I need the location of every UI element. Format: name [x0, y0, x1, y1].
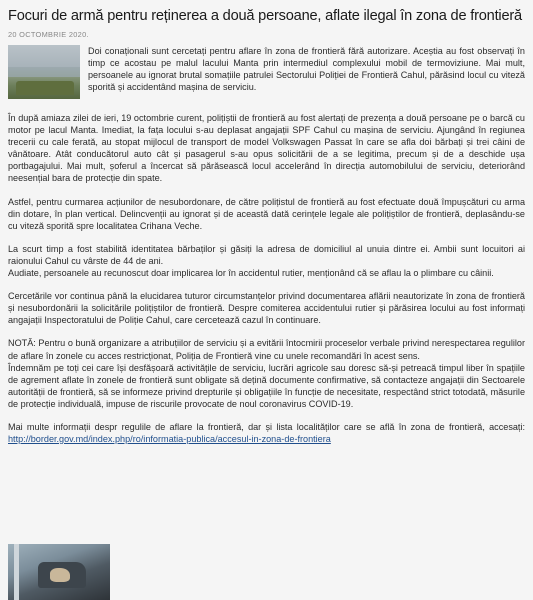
reed-bank	[16, 81, 74, 95]
paragraph: În după amiaza zilei de ieri, 19 octombrie curent, polițiștii de frontieră au fost alertați de prezența a două persoane pe o barcă cu motor pe lacul Manta. Imediat, la fața locului s-au deplasat angajații SPF Cahul cu mașina de serviciu. Ajungând în regiunea trecerii cu cale ferată, au stopat mijlocul de transport de model Volkswagen Passat în care se afla doi bărbați și trei câini de vânătoare. Atât conducătorul auto cât și pasagerul s-au opus solicitării de a se legitima, precum și de a deschide ușa portbagajului. Mai mult, șoferul a încercat să părăsească locul accelerând în direcția automobilului de serviciu, deteriorând neesențial bara de protecție din spate.	[8, 113, 525, 184]
footer-paragraph	[8, 421, 525, 445]
paragraph: Audiate, persoanele au recunoscut doar implicarea lor în accidentul rutier, menționând că se aflau la o plimbare cu câinii.	[8, 268, 494, 279]
border-info-link[interactable]: http://border.gov.md/index.php/ro/informatia-publica/accesul-in-zona-de-frontiera	[8, 434, 331, 445]
lead-thumbnail-image[interactable]	[8, 45, 80, 99]
photo-dog	[50, 568, 70, 582]
article-date: 20 OCTOMBRIE 2020.	[8, 30, 89, 39]
paragraph: Cercetările vor continua până la elucidarea tuturor circumstanțelor privind documentarea aflării neautorizate în zona de frontieră și nesubordonării la solicitările polițiștilor de frontieră. Despre comiterea accidentului rutier și părăsirea locului au fost informați angajații Inspectoratului de Poliție Cahul, care cercetează cazul în continuare.	[8, 291, 525, 326]
paragraph: La scurt timp a fost stabilită identitatea bărbaților și găsiți la adresa de domiciliul al unuia dintre ei. Ambii sunt locuitori ai raionului Cahul cu vârste de 44 de ani.	[8, 243, 525, 266]
article-body	[8, 45, 525, 445]
article-lead	[8, 45, 525, 101]
note-paragraph: NOTĂ: Pentru o bună organizare a atribuțiilor de serviciu și a evitării întocmirii proceselor verbale privind nerespectarea regulilor de aflare în zonele cu acces restricționat, Poliția de Frontieră vine cu unele recomandări în acest sens.	[8, 338, 525, 361]
paragraph: Astfel, pentru curmarea acțiunilor de nesubordonare, de către polițistul de frontieră au fost efectuate două împușcături cu arma din dotare, în plan vertical. Delincvenții au ignorat și de această dată cerințele legale ale polițiștilor de frontieră, deplasându-se cu viteză sporită spre localitatea Crihana Veche.	[8, 196, 525, 231]
lake-water	[8, 67, 80, 77]
bottom-photo-image[interactable]	[8, 544, 110, 600]
article-title: Focuri de armă pentru reținerea a două persoane, aflate ilegal în zona de frontieră	[8, 8, 522, 24]
paragraph: Îndemnăm pe toți cei care își desfășoară activitățile de serviciu, lucrări agricole sau doresc să-și petreacă timpul liber în spațiile de agrement aflate în zonele de frontieră sunt obligate să dețină documente confirmative, să contacteze angajații din Sectoarele autorității de frontieră, să se informeze privind drepturile și obligațiile în funcție de necesitate, respectând strict totodată, măsurile de protecție individuală, impuse de riscurile provocate de noul coronavirus COVID-19.	[8, 362, 525, 409]
photo-pole	[14, 544, 19, 600]
lead-text: Doi conaționali sunt cercetați pentru aflare în zona de frontieră fără autorizare. Aceștia au fost observați în timp ce acostau pe malul lacului Manta prin intermediul complexului mobil de termoviziune. Mai mult, persoanele au ignorat brutal somațiile patrulei Sectorului Poliției de Frontieră Cahul, părăsind locul cu viteză sporită și accidentând mașina de serviciu.	[88, 46, 525, 93]
footer-text: Mai multe informații despr regulile de aflare la frontieră, dar și lista localităților care se află în zona de frontieră, accesați:	[8, 421, 525, 432]
